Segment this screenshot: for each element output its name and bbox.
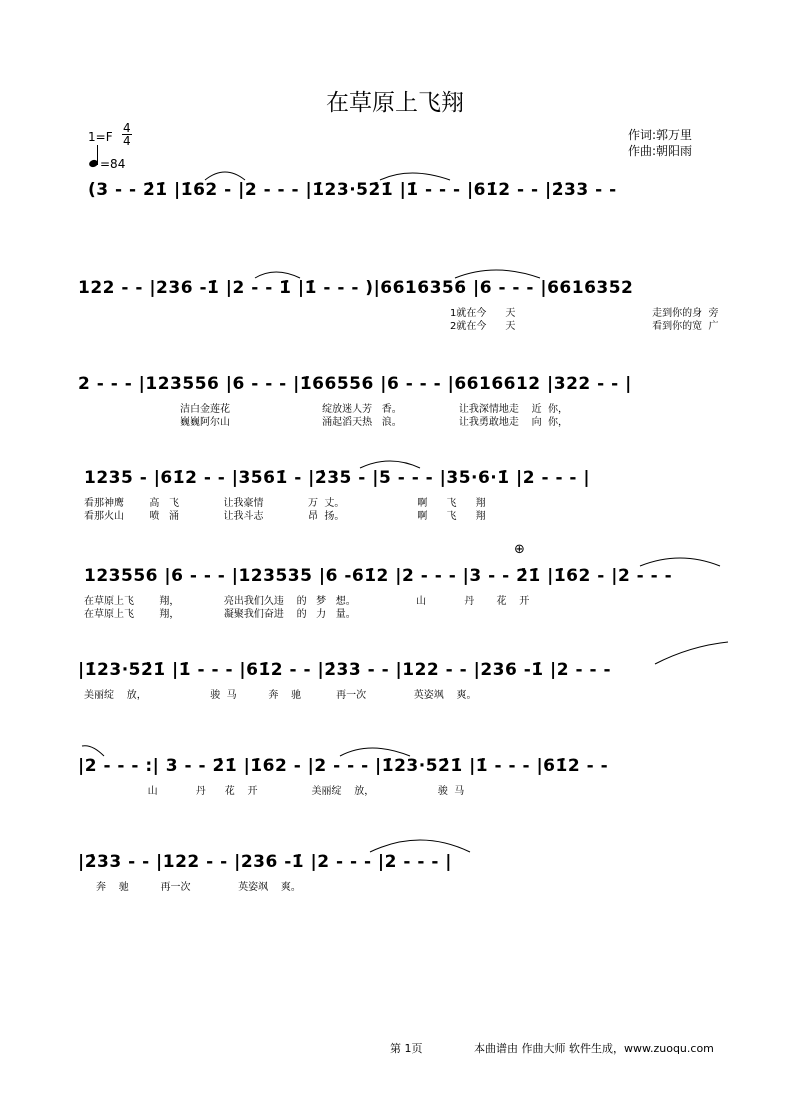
lyrics-verse-1: 洁白金莲花 绽放迷人芳 香。 让我深情地走 近 你，	[180, 404, 569, 415]
slur-marks	[0, 834, 790, 864]
lyrics-verse-1: 1就在今 天 走到你的身 旁	[450, 308, 719, 319]
lyrics-verse-1: 看那神鹰 高 飞 让我豪情 万 丈。 啊 飞 翔	[84, 498, 486, 509]
tempo: =84	[100, 157, 126, 171]
notes-line: (3 - - 2̇1̇ |1̇62 - |2 - - - |1̇23·52̇1̇ |1̇ - - - |61̇2 - - |2̇33 - -	[88, 180, 624, 200]
score-system-1	[0, 180, 790, 270]
notes-line: |1̇23·52̇1̇ |1̇ - - - |61̇2 - - |2̇33 - - |122 - - |236 -1̇ |2 - - -	[78, 660, 618, 680]
software-credit: 本曲谱由 作曲大师 软件生成，www.zuoqu.com	[474, 1042, 714, 1055]
song-title: 在草原上飞翔	[326, 90, 464, 116]
lyrics-verse-2: 2就在今 天 看到你的宽 广	[450, 321, 719, 332]
notes-line: 123556 |6 - - - |123535 |6 -61̇2 |2 - - - |3 - - 2̇1̇ |1̇62 - |2 - - -	[84, 566, 679, 586]
slur-marks	[0, 738, 790, 768]
time-signature-bottom: 4	[123, 134, 131, 148]
coda-icon: ⊕	[514, 542, 525, 557]
lyrics-verse-1: 山 丹 花 开 美丽绽 放， 骏 马	[84, 786, 465, 797]
notes-line: 2 - - - |123556 |6 - - - |1̇66556 |6 - - - |6616612 |322 - - |	[78, 374, 632, 394]
key-signature: 1=F	[88, 130, 113, 144]
lyrics-verse-2: 巍巍阿尔山 涌起滔天热 浪。 让我勇敢地走 向 你，	[180, 417, 569, 428]
score-system-3	[0, 374, 790, 464]
composer: 作曲:朝阳雨	[628, 144, 693, 158]
lyrics-verse-1: 美丽绽 放， 骏 马 奔 驰 再一次 英姿飒 爽。	[84, 690, 477, 701]
lyrics-verse-1: 在草原上飞 翔， 亮出我们久违 的 梦 想。 山 丹 花 开	[84, 596, 530, 607]
slur-marks	[0, 456, 790, 476]
score-system-4	[0, 468, 790, 558]
lyrics-verse-2: 在草原上飞 翔， 凝聚我们奋进 的 力 量。	[84, 609, 356, 620]
notes-line: 1235 - |61̇2 - - |3561̇ - |2̇35 - |5 - - - |35·6·1̇ |2 - - - |	[84, 468, 591, 488]
time-signature	[122, 122, 132, 147]
lyricist: 作词:郭万里	[628, 128, 693, 142]
notes-line: |2̇33 - - |122 - - |236 -1̇ |2 - - - |2 - - - |	[78, 852, 453, 872]
notes-line: |2 - - - :| 3 - - 2̇1̇ |1̇62 - |2 - - - |1̇23·52̇1̇ |1̇ - - - |61̇2 - -	[78, 756, 615, 776]
score-system-7	[0, 756, 790, 846]
lyrics-verse-1: 奔 驰 再一次 英姿飒 爽。	[96, 882, 301, 893]
page-number: 第 1页	[390, 1042, 423, 1055]
quarter-note-head-icon	[88, 159, 99, 169]
time-signature-top: 4	[123, 121, 131, 135]
score-system-6	[0, 660, 790, 750]
lyrics-verse-2: 看那火山 喷 涌 让我斗志 昂 扬。 啊 飞 翔	[84, 511, 486, 522]
slur-marks	[0, 266, 790, 286]
score-system-2	[0, 278, 790, 368]
slur-marks	[0, 168, 790, 188]
slur-marks	[0, 554, 790, 574]
notes-line: 122 - - |236 -1̇ |2 - - 1̇ |1̇ - - - )|6616356 |6 - - - |6616352	[78, 278, 640, 298]
score-system-8	[0, 852, 790, 942]
slur-marks	[0, 642, 790, 672]
